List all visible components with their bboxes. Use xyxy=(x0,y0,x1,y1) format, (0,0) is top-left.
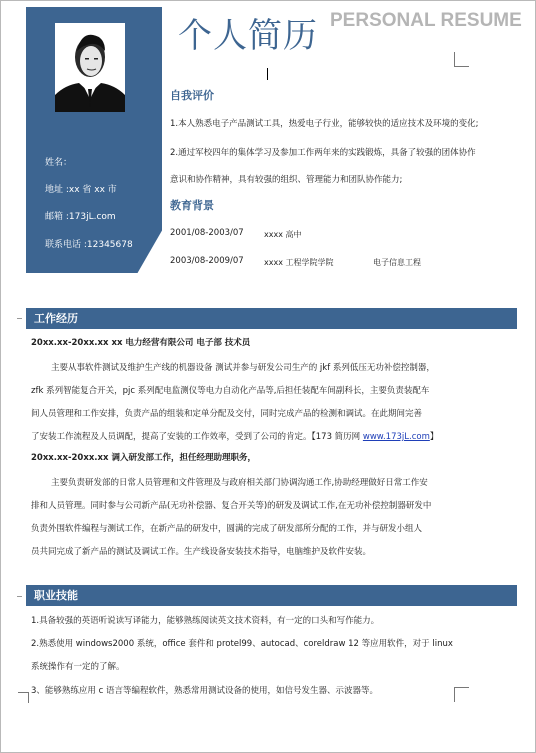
section-marker xyxy=(17,596,22,597)
job1-last-line xyxy=(31,430,438,442)
skill-line: 1.具备较强的英语听说读写译能力，能够熟练阅读英文技术资料，有一定的口头和写作能力。 xyxy=(31,616,380,626)
job1-line: 间人员管理和工作安排，负责产品的组装和定单分配及交付，同时完成产品的检测和调试。在此期间完善 xyxy=(31,409,423,419)
job2-title: 20xx.xx-20xx.xx 调入研发部工作，担任经理助理职务， xyxy=(31,453,256,463)
job2-line: 负责外围软件编程与测试工作，在新产品的研发中，圆满的完成了研发部所分配的工作，并与研发小组人 xyxy=(31,524,423,534)
edu-school: xxxx 高中 xyxy=(264,230,302,239)
email-text: 邮箱 :173jL.com xyxy=(45,212,116,222)
job2-line: 主要负责研发部的日常人员管理和文件管理及与政府相关部门协调沟通工作,协助经理做好日常工作安 xyxy=(51,478,428,488)
crop-mark xyxy=(454,687,469,702)
crop-mark xyxy=(454,52,469,67)
job1-line: 主要从事软件测试及维护生产线的机器设备 测试并参与研发公司生产的 jkf 系列低压无功补偿控制器， xyxy=(51,363,435,373)
website-link[interactable]: www.173jL.com xyxy=(362,432,430,442)
skills-heading: 职业技能 xyxy=(26,585,517,606)
education-heading: 教育背景 xyxy=(170,199,214,212)
name-label: 姓名： xyxy=(45,158,73,168)
section-marker xyxy=(17,318,22,319)
skill-line: 2.熟悉使用 windows2000 系统，office 套件和 protel99、autocad、coreldraw 12 等应用软件，对于 linux xyxy=(31,639,453,649)
page-subtitle: PERSONAL RESUME xyxy=(330,10,522,31)
bracket-close: 】 xyxy=(429,432,439,442)
job1-title: 20xx.xx-20xx.xx xx 电力经营有限公司 电子部 技术员 xyxy=(31,338,251,348)
job2-line: 员共同完成了新产品的测试及调试工作。生产线设备安装技术指导，电脑维护及软件安装。 xyxy=(31,547,372,557)
job2-line: 排和人员管理。同时参与公司新产品(无功补偿器、复合开关等)的研发及调试工作,在无功补偿控制器研发中 xyxy=(31,501,432,511)
self-eval-heading: 自我评价 xyxy=(170,89,214,102)
phone-text: 联系电话 :12345678 xyxy=(45,240,133,250)
self-eval-line: 1.本人熟悉电子产品测试工具，热爱电子行业，能够较快的适应技术及环境的变化; xyxy=(170,119,479,129)
edu-major: 电子信息工程 xyxy=(373,258,421,267)
page-title: 个人简历 xyxy=(178,16,318,56)
job1-line: 了安装工作流程及人员调配，提高了安装的工作效率，受到了公司的肯定。【173 简历网 xyxy=(31,432,363,442)
work-heading: 工作经历 xyxy=(26,308,517,329)
self-eval-line: 意识和协作精神，具有较强的组织、管理能力和团队协作能力; xyxy=(170,175,403,185)
skill-line: 系统操作有一定的了解。 xyxy=(31,662,125,672)
skill-line: 3、能够熟练应用 c 语言等编程软件，熟悉常用测试设备的使用，如信号发生器、示波器等。 xyxy=(31,686,378,696)
edu-period: 2003/08-2009/07 xyxy=(170,256,244,266)
edu-school: xxxx 工程学院学院 xyxy=(264,258,334,267)
job1-line: zfk 系列智能复合开关，pjc 系列配电监测仪等电力自动化产品等,后担任装配车间副科长，主要负责装配车 xyxy=(31,386,430,396)
profile-photo xyxy=(55,23,125,112)
address-text: 地址 :xx 省 xx 市 xyxy=(45,185,117,195)
self-eval-line: 2.通过军校四年的集体学习及参加工作两年来的实践锻炼，具备了较强的团体协作 xyxy=(170,148,476,158)
crop-mark xyxy=(18,692,29,703)
text-cursor xyxy=(267,68,268,80)
edu-period: 2001/08-2003/07 xyxy=(170,228,244,238)
